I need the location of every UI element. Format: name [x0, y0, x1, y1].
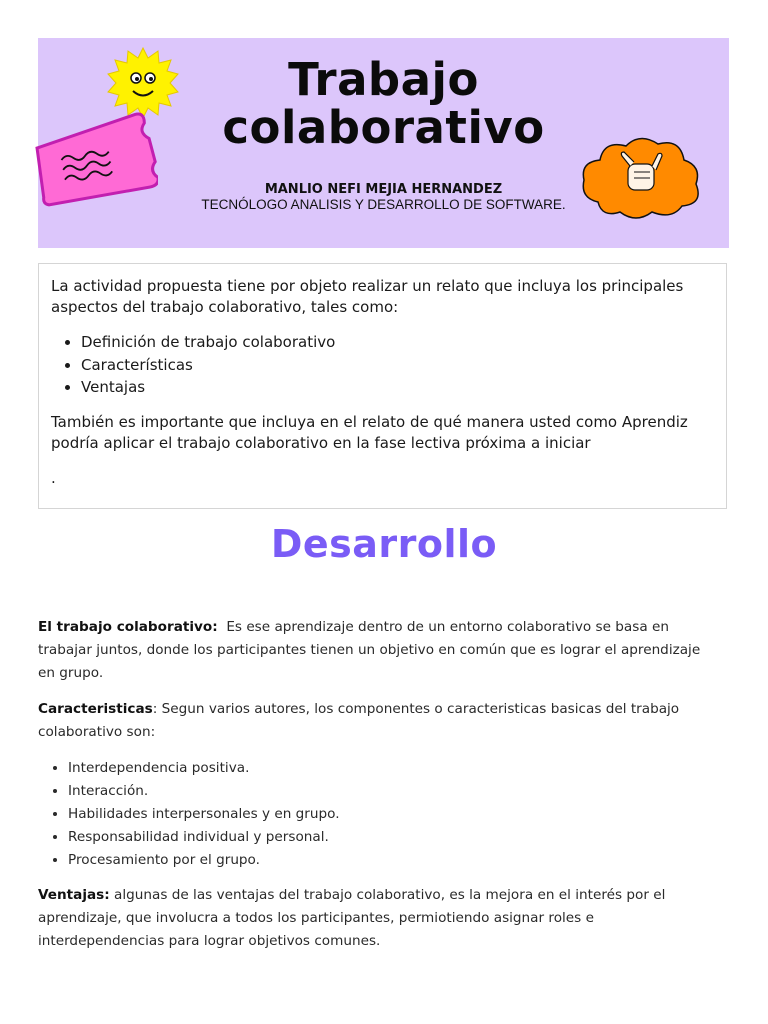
header-banner [38, 38, 729, 248]
definition-label: El trabajo colaborativo: [38, 619, 218, 635]
list-item: • Procesamiento por el grupo. [68, 849, 718, 872]
section-title: Desarrollo [270, 522, 498, 566]
author-role: TECNÓLOGO ANALISIS Y DESARROLLO DE SOFTWARE. [201, 197, 566, 212]
advantages-text: algunas de las ventajas del trabajo colaborativo, es la mejora en el interés por el aprendizaje, que involucra a todos los participantes, permiotiendo asignar roles e interdependencias para lograr objetivos comunes. [38, 887, 666, 949]
list-item: • Definición de trabajo colaborativo [81, 331, 714, 354]
list-item: • Ventajas [81, 376, 714, 399]
definition-text: Es ese aprendizaje dentro de un entorno colaborativo se basa en trabajar juntos, donde los participantes tienen un objetivo en común que es lograr el aprendizaje en grupo. [38, 619, 701, 681]
definition-paragraph [38, 616, 718, 685]
list-item: • Características [81, 354, 714, 377]
page-title: Trabajo colaborativo [222, 53, 545, 154]
list-item: • Interdependencia positiva. [68, 757, 718, 780]
advantages-label: Ventajas: [38, 887, 110, 903]
brief-trailing: . [51, 468, 56, 487]
features-list [38, 757, 718, 872]
features-paragraph [38, 698, 718, 744]
brief-list [51, 331, 714, 399]
assignment-brief [38, 263, 727, 509]
advantages-paragraph [38, 884, 718, 953]
features-text: : Segun varios autores, los componentes o caracteristicas basicas del trabajo colaborativo son: [38, 701, 680, 740]
brief-intro: La actividad propuesta tiene por objeto realizar un relato que incluya los principales aspectos del trabajo colaborativo, tales como: [51, 277, 684, 316]
content-body [38, 616, 718, 966]
list-item: • Interacción. [68, 780, 718, 803]
brief-closing: También es importante que incluya en el relato de qué manera usted como Aprendiz podría aplicar el trabajo colaborativo en la fase lectiva próxima a iniciar [51, 412, 688, 452]
list-item: • Habilidades interpersonales y en grupo. [68, 803, 718, 826]
features-label: Caracteristicas [38, 701, 153, 717]
list-item: • Responsabilidad individual y personal. [68, 826, 718, 849]
author-name: MANLIO NEFI MEJIA HERNANDEZ [264, 182, 503, 197]
